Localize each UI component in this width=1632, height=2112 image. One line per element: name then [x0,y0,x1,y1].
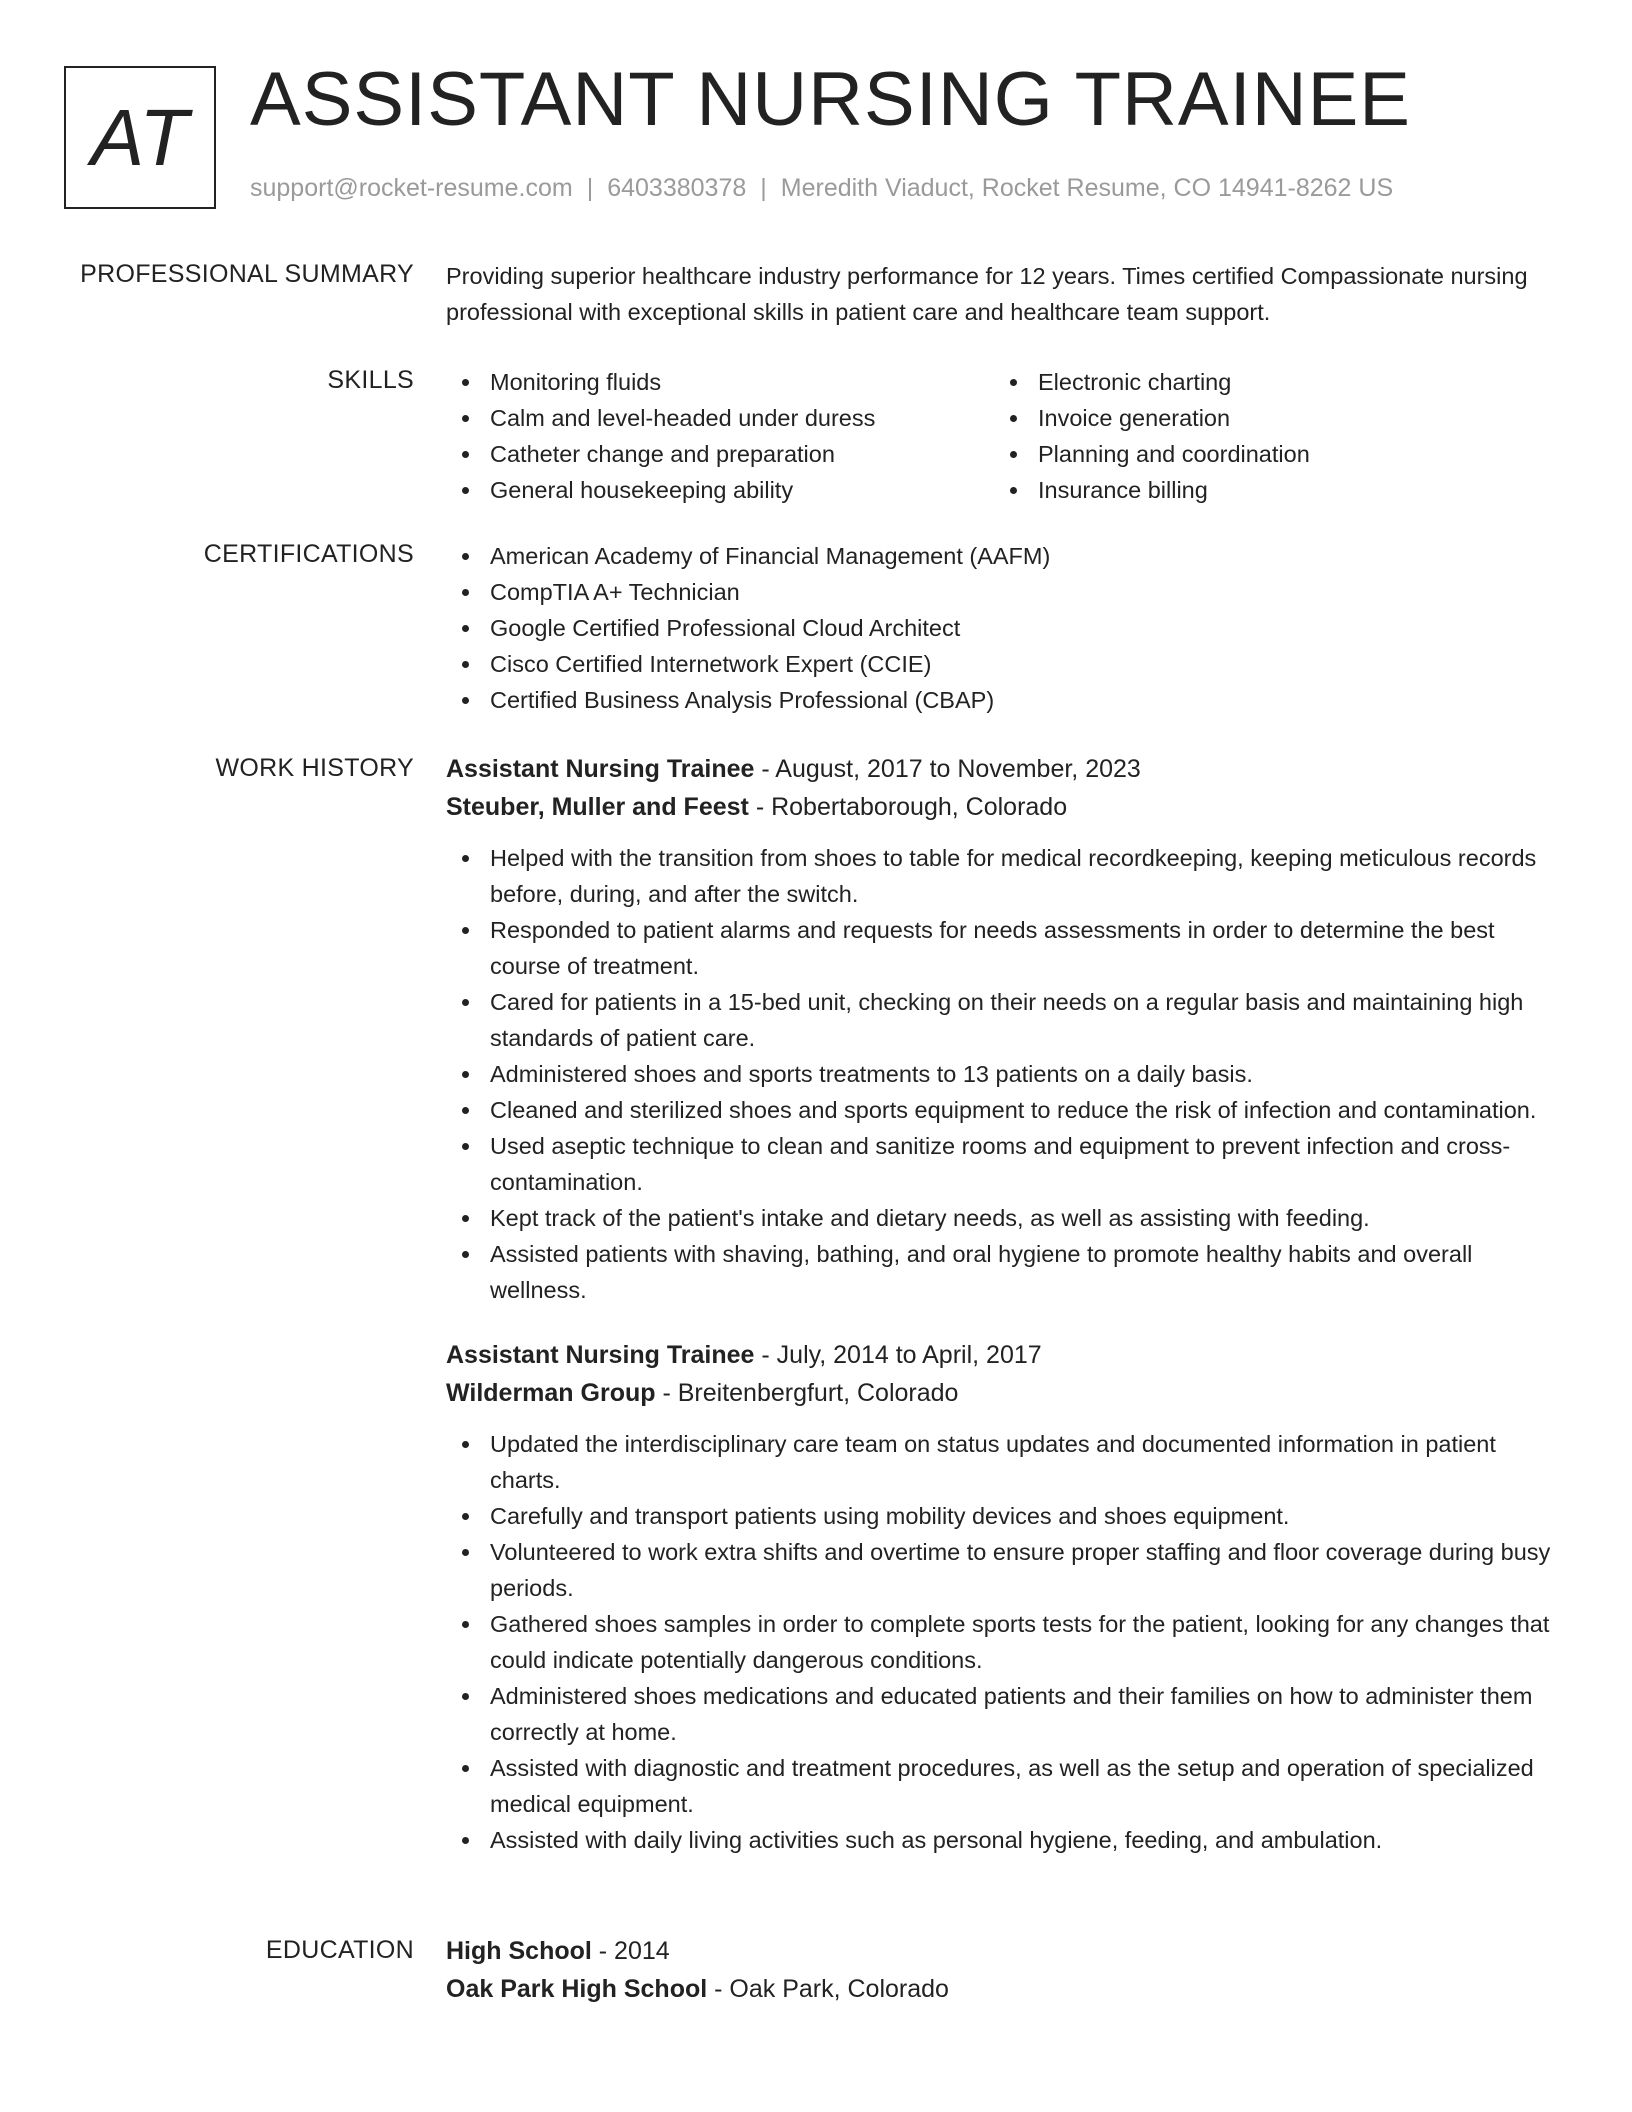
contact-email[interactable]: support@rocket-resume.com [250,174,573,202]
education-degree: High School [446,1937,592,1965]
monogram-badge: AT [64,66,216,209]
section-label: CERTIFICATIONS [203,540,414,568]
section-label: SKILLS [327,366,414,394]
candidate-title: ASSISTANT NURSING TRAINEE [250,57,1411,142]
list-item: Insurance billing [994,472,1542,508]
job-company: Steuber, Muller and Feest [446,793,749,821]
summary-text: Providing superior healthcare industry performance for 12 years. Times certified Compassionate nursing professional with exceptional skills in patient care and healthcare team support. [446,263,1528,325]
list-item: Cleaned and sterilized shoes and sports equipment to reduce the risk of infection and contamination. [446,1092,1566,1128]
job-company: Wilderman Group [446,1379,656,1407]
contact-separator: | [586,174,594,202]
list-item: Helped with the transition from shoes to table for medical recordkeeping, keeping meticulous records before, during, and after the switch. [446,840,1566,912]
job-title-line [446,750,1566,788]
list-item: Cared for patients in a 15-bed unit, checking on their needs on a regular basis and maintaining high standards of patient care. [446,984,1566,1056]
list-item: Calm and level-headed under duress [446,400,994,436]
job-dates: - July, 2014 to April, 2017 [761,1341,1042,1369]
contact-phone[interactable]: 6403380378 [607,174,747,202]
contact-address: Meredith Viaduct, Rocket Resume, CO 14941-8262 US [780,174,1394,202]
list-item: Assisted patients with shaving, bathing, and oral hygiene to promote healthy habits and overall wellness. [446,1236,1566,1308]
list-item: Used aseptic technique to clean and sanitize rooms and equipment to prevent infection and cross-contamination. [446,1128,1566,1200]
list-item: Google Certified Professional Cloud Architect [446,610,1566,646]
contact-line [250,174,1393,203]
job-location: - Breitenbergfurt, Colorado [662,1379,959,1407]
job-entry [446,1336,1566,1858]
list-item: Catheter change and preparation [446,436,994,472]
job-duties [446,1426,1566,1858]
education-school: Oak Park High School [446,1975,708,2003]
job-title-line [446,1336,1566,1374]
list-item: Planning and coordination [994,436,1542,472]
section-label: PROFESSIONAL SUMMARY [80,260,414,288]
list-item: Administered shoes medications and educated patients and their families on how to administer them correctly at home. [446,1678,1566,1750]
list-item: Monitoring fluids [446,364,994,400]
job-company-line [446,1374,1566,1412]
education-school-line [446,1970,1566,2008]
skills-list [446,364,1566,508]
list-item: Administered shoes and sports treatments to 13 patients on a daily basis. [446,1056,1566,1092]
job-company-line [446,788,1566,826]
list-item: Assisted with diagnostic and treatment procedures, as well as the setup and operation of specialized medical equipment. [446,1750,1566,1822]
education-year: - 2014 [598,1937,670,1965]
contact-separator: | [760,174,767,202]
list-item: Gathered shoes samples in order to complete sports tests for the patient, looking for any changes that could indicate potentially dangerous conditions. [446,1606,1566,1678]
section-label: WORK HISTORY [215,754,414,782]
job-title: Assistant Nursing Trainee [446,1341,755,1369]
list-item: Invoice generation [994,400,1542,436]
list-item: General housekeeping ability [446,472,994,508]
list-item: Assisted with daily living activities such as personal hygiene, feeding, and ambulation. [446,1822,1566,1858]
job-duties [446,840,1566,1308]
list-item: CompTIA A+ Technician [446,574,1566,610]
education-location: - Oak Park, Colorado [714,1975,949,2003]
list-item: Volunteered to work extra shifts and overtime to ensure proper staffing and floor coverage during busy periods. [446,1534,1566,1606]
section-label: EDUCATION [265,1936,414,1964]
list-item: Kept track of the patient's intake and dietary needs, as well as assisting with feeding. [446,1200,1566,1236]
job-title: Assistant Nursing Trainee [446,755,755,783]
list-item: Cisco Certified Internetwork Expert (CCIE) [446,646,1566,682]
list-item: Certified Business Analysis Professional (CBAP) [446,682,1566,718]
job-dates: - August, 2017 to November, 2023 [761,755,1141,783]
list-item: Responded to patient alarms and requests for needs assessments in order to determine the best course of treatment. [446,912,1566,984]
resume-header [64,57,1584,216]
list-item: Carefully and transport patients using mobility devices and shoes equipment. [446,1498,1566,1534]
job-entry [446,750,1566,1308]
education-degree-line [446,1932,1566,1970]
list-item: Updated the interdisciplinary care team on status updates and documented information in patient charts. [446,1426,1566,1498]
job-location: - Robertaborough, Colorado [755,793,1068,821]
list-item: Electronic charting [994,364,1542,400]
certifications-list [446,538,1566,718]
list-item: American Academy of Financial Management (AAFM) [446,538,1566,574]
